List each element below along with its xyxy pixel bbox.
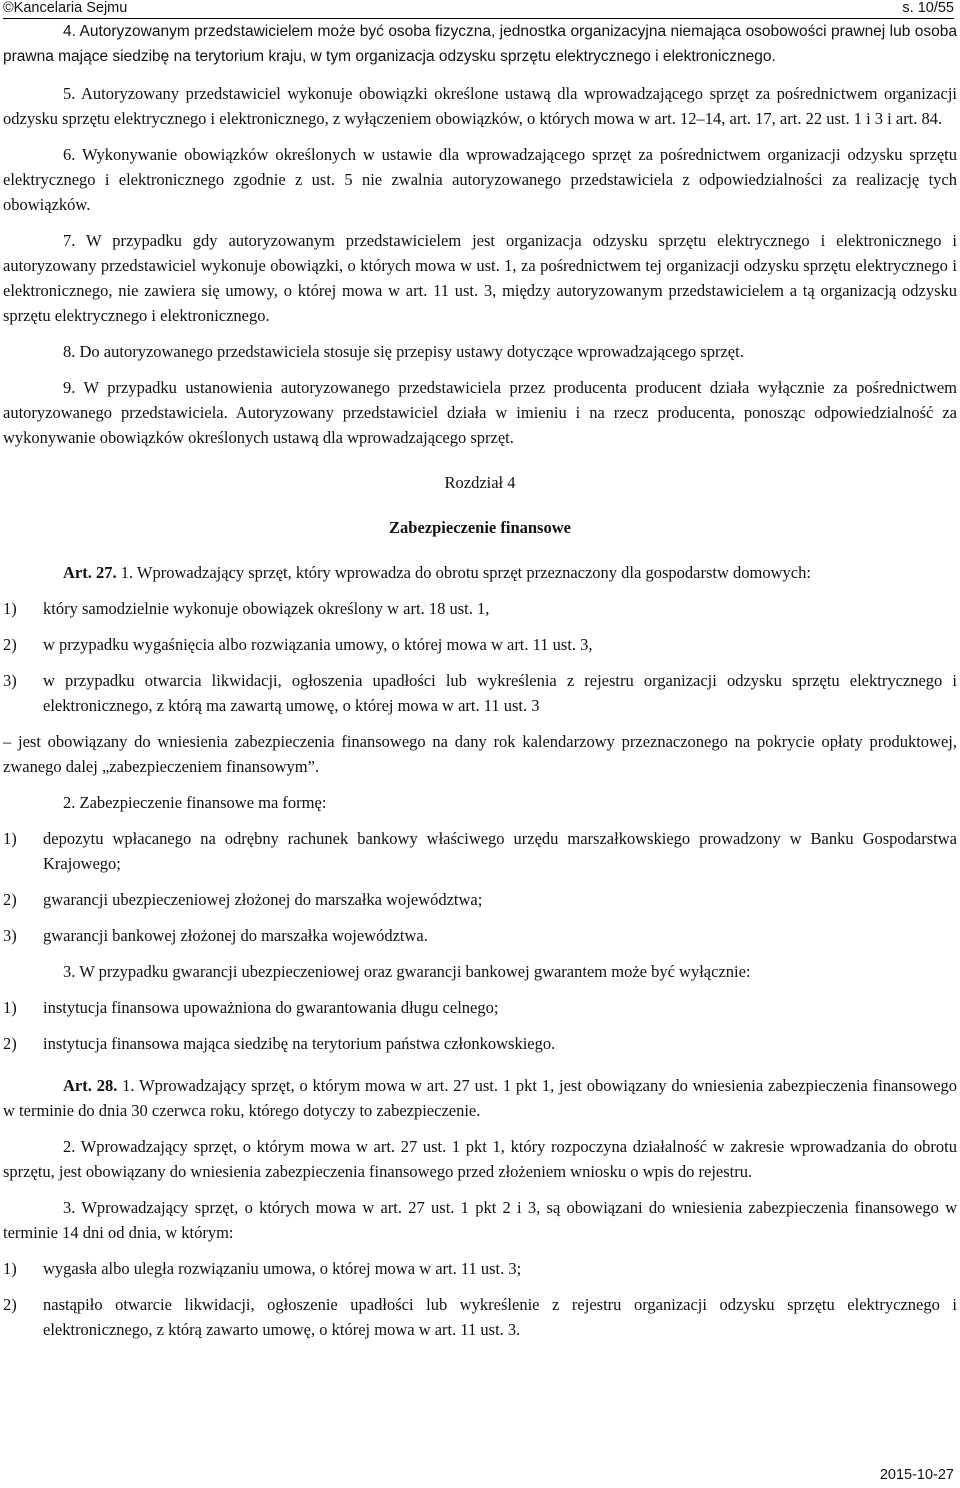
list-item-text: który samodzielnie wykonuje obowiązek określony w art. 18 ust. 1,	[43, 599, 490, 618]
list-item-number: 2)	[3, 635, 17, 654]
list-item-number: 2)	[3, 1295, 17, 1314]
list-item-text: depozytu wpłacanego na odrębny rachunek bankowy właściwego urzędu marszałkowskiego prowadzony w Banku Gospodarstwa Krajowego;	[43, 829, 957, 873]
list-item-number: 3)	[3, 926, 17, 945]
list-item-number: 2)	[3, 890, 17, 909]
list-item	[3, 826, 957, 876]
paragraph-ust-9: 9. W przypadku ustanowienia autoryzowanego przedstawiciela przez producenta producent działa wyłącznie za pośrednictwem autoryzowanego przedstawiciela. Autoryzowany przedstawiciel działa w imieniu i na rzecz producenta, ponosząc odpowiedzialność za wykonywanie obowiązków określonych ustawą dla wprowadzającego sprzęt.	[3, 378, 957, 447]
paragraph-ust-7: 7. W przypadku gdy autoryzowanym przedstawicielem jest organizacja odzysku sprzętu elektrycznego i elektronicznego i autoryzowany przedstawiciel wykonuje obowiązki, o których mowa w ust. 1, za pośrednictwem tej organizacji odzysku sprzętu elektrycznego i elektronicznego, nie zawiera się umowy, o której mowa w art. 11 ust. 3, między autoryzowanym przedstawicielem a tą organizacją odzysku sprzętu elektrycznego i elektronicznego.	[3, 231, 957, 325]
art-27-ust-3: 3. W przypadku gwarancji ubezpieczeniowej oraz gwarancji bankowej gwarantem może być wyłącznie:	[63, 962, 751, 981]
list-item-number: 2)	[3, 1034, 17, 1053]
list-item-number: 1)	[3, 829, 17, 848]
list-item-text: w przypadku otwarcia likwidacji, ogłoszenia upadłości lub wykreślenia z rejestru organizacji odzysku sprzętu elektrycznego i elektronicznego, z którą ma zawartą umowę, o której mowa w art. 11 ust. 3	[43, 671, 957, 715]
list-item-number: 1)	[3, 998, 17, 1017]
paragraph-ust-5: 5. Autoryzowany przedstawiciel wykonuje obowiązki określone ustawą dla wprowadzającego sprzęt za pośrednictwem organizacji odzysku sprzętu elektrycznego i elektronicznego, z wyłączeniem obowiązków, o których mowa w art. 12–14, art. 17, art. 22 ust. 1 i 3 i art. 84.	[3, 84, 957, 128]
chapter-number: Rozdział 4	[444, 473, 516, 492]
art-28-ust-2: 2. Wprowadzający sprzęt, o którym mowa w art. 27 ust. 1 pkt 1, który rozpoczyna działalność w zakresie wprowadzania do obrotu sprzętu, jest obowiązany do wniesienia zabezpieczenia finansowego przed złożeniem wniosku o wpis do rejestru.	[3, 1137, 957, 1181]
list-item-text: gwarancji bankowej złożonej do marszałka województwa.	[43, 926, 428, 945]
list-item	[3, 1256, 957, 1281]
list-item-text: w przypadku wygaśnięcia albo rozwiązania umowy, o której mowa w art. 11 ust. 3,	[43, 635, 593, 654]
art-28-ust-1-text: 1. Wprowadzający sprzęt, o którym mowa w art. 27 ust. 1 pkt 1, jest obowiązany do wniesienia zabezpieczenia finansowego w terminie do dnia 30 czerwca roku, którego dotyczy to zabezpieczenie.	[3, 1076, 958, 1120]
list-item-number: 3)	[3, 671, 17, 690]
paragraph-ust-6: 6. Wykonywanie obowiązków określonych w ustawie dla wprowadzającego sprzęt za pośrednictwem organizacji odzysku sprzętu elektrycznego i elektronicznego zgodnie z ust. 5 nie zwalnia autoryzowanego przedstawiciela z odpowiedzialności za realizację tych obowiązków.	[3, 145, 957, 214]
list-item-text: instytucja finansowa mająca siedzibę na terytorium państwa członkowskiego.	[43, 1034, 556, 1053]
art-28-label: Art. 28.	[63, 1076, 118, 1095]
list-item-text: instytucja finansowa upoważniona do gwarantowania długu celnego;	[43, 998, 499, 1017]
list-item-text: nastąpiło otwarcie likwidacji, ogłoszenie upadłości lub wykreślenie z rejestru organizacji odzysku sprzętu elektrycznego i elektronicznego, z którą zawarto umowę, o której mowa w art. 11 ust. 3.	[43, 1295, 957, 1339]
list-item	[3, 596, 957, 621]
art-27-label: Art. 27.	[63, 563, 117, 582]
list-item	[3, 995, 957, 1020]
list-item	[3, 668, 957, 718]
list-item-text: wygasła albo uległa rozwiązaniu umowa, o której mowa w art. 11 ust. 3;	[43, 1259, 522, 1278]
page-header	[3, 0, 954, 19]
document-body	[3, 19, 957, 1342]
list-item-number: 1)	[3, 1259, 17, 1278]
list-item	[3, 923, 957, 948]
footer-date: 2015-10-27	[879, 1467, 954, 1483]
list-item	[3, 887, 957, 912]
paragraph-ust-8: 8. Do autoryzowanego przedstawiciela stosuje się przepisy ustawy dotyczące wprowadzającego sprzęt.	[63, 342, 744, 361]
art-27-ust-2: 2. Zabezpieczenie finansowe ma formę:	[63, 793, 327, 812]
art-28-ust-3: 3. Wprowadzający sprzęt, o których mowa w art. 27 ust. 1 pkt 2 i 3, są obowiązani do wniesienia zabezpieczenia finansowego w terminie 14 dni od dnia, w którym:	[3, 1198, 957, 1242]
list-item	[3, 1292, 957, 1342]
list-item	[3, 632, 957, 657]
art-27-intro: 1. Wprowadzający sprzęt, który wprowadza do obrotu sprzęt przeznaczony dla gospodarstw domowych:	[116, 563, 811, 582]
list-item-text: gwarancji ubezpieczeniowej złożonej do marszałka województwa;	[43, 890, 483, 909]
art-28-ust-1	[3, 1073, 957, 1123]
header-copyright: ©Kancelaria Sejmu	[3, 0, 128, 16]
art-27-ust-1	[3, 560, 957, 585]
chapter-title: Zabezpieczenie finansowe	[389, 518, 571, 537]
header-page-number: s. 10/55	[902, 0, 954, 16]
paragraph-ust-4: 4. Autoryzowanym przedstawicielem może być osoba fizyczna, jednostka organizacyjna niemająca osobowości prawnej lub osoba prawna mające siedzibę na terytorium kraju, w tym organizacja odzysku sprzętu elektrycznego i elektronicznego.	[3, 23, 957, 65]
list-item-number: 1)	[3, 599, 17, 618]
art-27-closing: – jest obowiązany do wniesienia zabezpieczenia finansowego na dany rok kalendarzowy przeznaczonego na pokrycie opłaty produktowej, zwanego dalej „zabezpieczeniem finansowym”.	[3, 732, 957, 776]
list-item	[3, 1031, 957, 1056]
